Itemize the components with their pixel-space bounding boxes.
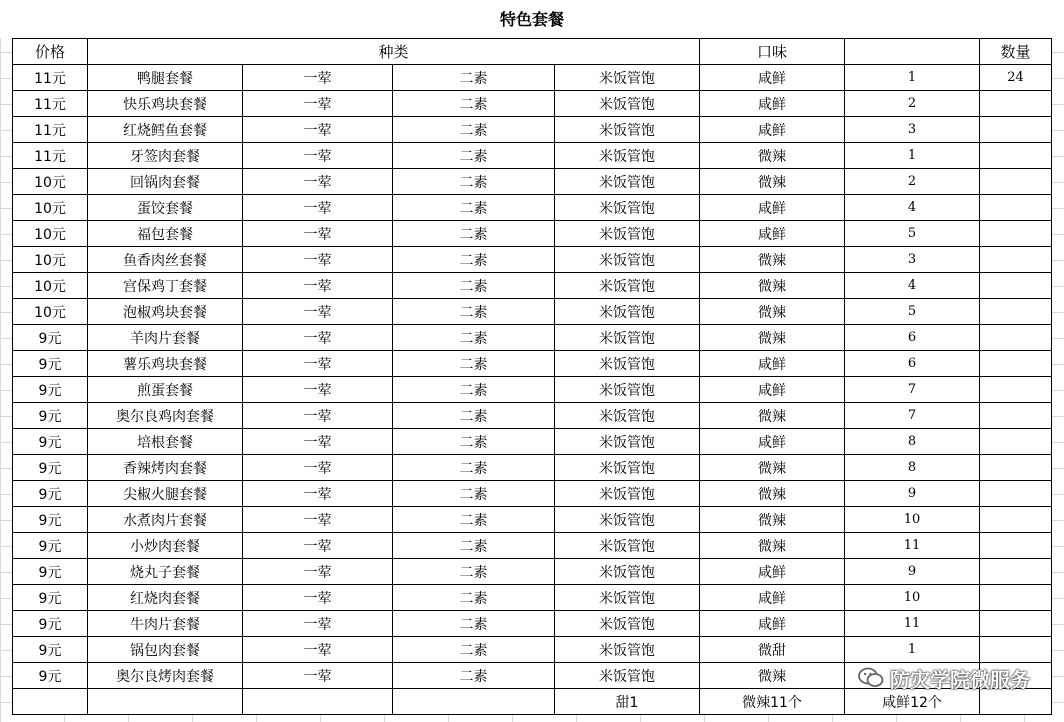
taste-cell[interactable]: 微辣 bbox=[700, 299, 845, 325]
price-cell[interactable]: 9元 bbox=[13, 455, 88, 481]
taste-cell[interactable]: 微辣 bbox=[700, 455, 845, 481]
rice-cell[interactable]: 米饭管饱 bbox=[555, 533, 700, 559]
meat-cell[interactable]: 一荤 bbox=[243, 91, 393, 117]
meat-cell[interactable]: 一荤 bbox=[243, 273, 393, 299]
dish-name-cell[interactable]: 培根套餐 bbox=[88, 429, 243, 455]
price-cell[interactable]: 10元 bbox=[13, 247, 88, 273]
veg-cell[interactable]: 二素 bbox=[393, 65, 555, 91]
dish-name-cell[interactable]: 奥尔良烤肉套餐 bbox=[88, 663, 243, 689]
dish-name-cell[interactable]: 宫保鸡丁套餐 bbox=[88, 273, 243, 299]
index-cell[interactable]: 7 bbox=[845, 403, 980, 429]
index-cell[interactable]: 4 bbox=[845, 273, 980, 299]
dish-name-cell[interactable]: 回锅肉套餐 bbox=[88, 169, 243, 195]
taste-cell[interactable]: 微辣 bbox=[700, 481, 845, 507]
index-cell[interactable]: 4 bbox=[845, 195, 980, 221]
veg-cell[interactable]: 二素 bbox=[393, 637, 555, 663]
meat-cell[interactable]: 一荤 bbox=[243, 247, 393, 273]
dish-name-cell[interactable]: 牛肉片套餐 bbox=[88, 611, 243, 637]
veg-cell[interactable]: 二素 bbox=[393, 325, 555, 351]
summary-spicy-cell[interactable]: 微辣11个 bbox=[700, 689, 845, 715]
count-cell[interactable] bbox=[980, 169, 1052, 195]
table-row bbox=[13, 221, 1052, 247]
index-cell[interactable]: 2 bbox=[845, 91, 980, 117]
price-cell[interactable]: 10元 bbox=[13, 273, 88, 299]
rice-cell[interactable]: 米饭管饱 bbox=[555, 273, 700, 299]
veg-cell[interactable]: 二素 bbox=[393, 351, 555, 377]
count-cell[interactable] bbox=[980, 455, 1052, 481]
count-cell[interactable] bbox=[980, 299, 1052, 325]
veg-cell[interactable]: 二素 bbox=[393, 507, 555, 533]
dish-name-cell[interactable]: 小炒肉套餐 bbox=[88, 533, 243, 559]
meat-cell[interactable]: 一荤 bbox=[243, 403, 393, 429]
price-cell[interactable]: 9元 bbox=[13, 507, 88, 533]
summary-blank-cell[interactable] bbox=[243, 689, 393, 715]
table-row bbox=[13, 377, 1052, 403]
rice-cell[interactable]: 米饭管饱 bbox=[555, 507, 700, 533]
watermark-text: 防灾学院微服务 bbox=[890, 667, 1030, 692]
rice-cell[interactable]: 米饭管饱 bbox=[555, 143, 700, 169]
table-row bbox=[13, 507, 1052, 533]
rice-cell[interactable]: 米饭管饱 bbox=[555, 429, 700, 455]
index-cell[interactable]: 11 bbox=[845, 533, 980, 559]
index-cell[interactable]: 11 bbox=[845, 611, 980, 637]
price-cell[interactable]: 9元 bbox=[13, 403, 88, 429]
rice-cell[interactable]: 米饭管饱 bbox=[555, 377, 700, 403]
rice-cell[interactable]: 米饭管饱 bbox=[555, 611, 700, 637]
wechat-icon bbox=[858, 667, 884, 689]
veg-cell[interactable]: 二素 bbox=[393, 663, 555, 689]
price-cell[interactable]: 9元 bbox=[13, 377, 88, 403]
watermark bbox=[858, 664, 1030, 692]
taste-cell[interactable]: 微辣 bbox=[700, 169, 845, 195]
meat-cell[interactable]: 一荤 bbox=[243, 117, 393, 143]
count-cell[interactable] bbox=[980, 325, 1052, 351]
price-cell[interactable]: 11元 bbox=[13, 117, 88, 143]
count-cell[interactable] bbox=[980, 533, 1052, 559]
rice-cell[interactable]: 米饭管饱 bbox=[555, 325, 700, 351]
meat-cell[interactable]: 一荤 bbox=[243, 585, 393, 611]
price-cell[interactable]: 9元 bbox=[13, 533, 88, 559]
table-row bbox=[13, 117, 1052, 143]
sheet-title: 特色套餐 bbox=[0, 0, 1064, 38]
veg-cell[interactable]: 二素 bbox=[393, 299, 555, 325]
index-cell[interactable]: 10 bbox=[845, 507, 980, 533]
rice-cell[interactable]: 米饭管饱 bbox=[555, 351, 700, 377]
price-cell[interactable]: 11元 bbox=[13, 143, 88, 169]
header-price[interactable]: 价格 bbox=[13, 39, 88, 65]
header-flavor[interactable]: 口味 bbox=[700, 39, 845, 65]
table-row bbox=[13, 637, 1052, 663]
veg-cell[interactable]: 二素 bbox=[393, 481, 555, 507]
summary-blank-cell[interactable] bbox=[393, 689, 555, 715]
veg-cell[interactable]: 二素 bbox=[393, 169, 555, 195]
meat-cell[interactable]: 一荤 bbox=[243, 455, 393, 481]
table-row bbox=[13, 299, 1052, 325]
price-cell[interactable]: 9元 bbox=[13, 559, 88, 585]
veg-cell[interactable]: 二素 bbox=[393, 247, 555, 273]
taste-cell[interactable]: 咸鲜 bbox=[700, 117, 845, 143]
taste-cell[interactable]: 微辣 bbox=[700, 325, 845, 351]
price-cell[interactable]: 9元 bbox=[13, 611, 88, 637]
meat-cell[interactable]: 一荤 bbox=[243, 351, 393, 377]
index-cell[interactable]: 3 bbox=[845, 117, 980, 143]
meat-cell[interactable]: 一荤 bbox=[243, 377, 393, 403]
meat-cell[interactable]: 一荤 bbox=[243, 481, 393, 507]
index-cell[interactable]: 5 bbox=[845, 221, 980, 247]
index-cell[interactable]: 2 bbox=[845, 169, 980, 195]
price-cell[interactable]: 9元 bbox=[13, 637, 88, 663]
index-cell[interactable]: 10 bbox=[845, 585, 980, 611]
header-blank[interactable] bbox=[845, 39, 980, 65]
dish-name-cell[interactable]: 红烧鳕鱼套餐 bbox=[88, 117, 243, 143]
price-cell[interactable]: 10元 bbox=[13, 299, 88, 325]
index-cell[interactable]: 1 bbox=[845, 637, 980, 663]
rice-cell[interactable]: 米饭管饱 bbox=[555, 481, 700, 507]
summary-blank-cell[interactable] bbox=[88, 689, 243, 715]
rice-cell[interactable]: 米饭管饱 bbox=[555, 663, 700, 689]
index-cell[interactable]: 3 bbox=[845, 247, 980, 273]
table-row bbox=[13, 247, 1052, 273]
meat-cell[interactable]: 一荤 bbox=[243, 663, 393, 689]
taste-cell[interactable]: 微辣 bbox=[700, 507, 845, 533]
rice-cell[interactable]: 米饭管饱 bbox=[555, 221, 700, 247]
veg-cell[interactable]: 二素 bbox=[393, 429, 555, 455]
header-count[interactable]: 数量 bbox=[980, 39, 1052, 65]
count-cell[interactable] bbox=[980, 481, 1052, 507]
menu-table bbox=[12, 38, 1052, 715]
meat-cell[interactable]: 一荤 bbox=[243, 221, 393, 247]
count-cell[interactable] bbox=[980, 637, 1052, 663]
table-row bbox=[13, 325, 1052, 351]
dish-name-cell[interactable]: 薯乐鸡块套餐 bbox=[88, 351, 243, 377]
rice-cell[interactable]: 米饭管饱 bbox=[555, 585, 700, 611]
veg-cell[interactable]: 二素 bbox=[393, 455, 555, 481]
dish-name-cell[interactable]: 羊肉片套餐 bbox=[88, 325, 243, 351]
price-cell[interactable]: 9元 bbox=[13, 325, 88, 351]
rice-cell[interactable]: 米饭管饱 bbox=[555, 169, 700, 195]
table-row bbox=[13, 273, 1052, 299]
price-cell[interactable]: 10元 bbox=[13, 221, 88, 247]
rice-cell[interactable]: 米饭管饱 bbox=[555, 91, 700, 117]
meat-cell[interactable]: 一荤 bbox=[243, 299, 393, 325]
price-cell[interactable]: 9元 bbox=[13, 351, 88, 377]
count-cell[interactable]: 24 bbox=[980, 65, 1052, 91]
veg-cell[interactable]: 二素 bbox=[393, 91, 555, 117]
index-cell[interactable]: 6 bbox=[845, 351, 980, 377]
meat-cell[interactable]: 一荤 bbox=[243, 325, 393, 351]
taste-cell[interactable]: 微辣 bbox=[700, 247, 845, 273]
count-cell[interactable] bbox=[980, 559, 1052, 585]
meat-cell[interactable]: 一荤 bbox=[243, 507, 393, 533]
taste-cell[interactable]: 微辣 bbox=[700, 143, 845, 169]
index-cell[interactable]: 1 bbox=[845, 143, 980, 169]
count-cell[interactable] bbox=[980, 273, 1052, 299]
table-row bbox=[13, 611, 1052, 637]
table-row bbox=[13, 481, 1052, 507]
rice-cell[interactable]: 米饭管饱 bbox=[555, 403, 700, 429]
count-cell[interactable] bbox=[980, 429, 1052, 455]
rice-cell[interactable]: 米饭管饱 bbox=[555, 559, 700, 585]
veg-cell[interactable]: 二素 bbox=[393, 585, 555, 611]
meat-cell[interactable]: 一荤 bbox=[243, 611, 393, 637]
table-row bbox=[13, 533, 1052, 559]
table-row bbox=[13, 91, 1052, 117]
dish-name-cell[interactable]: 鱼香肉丝套餐 bbox=[88, 247, 243, 273]
price-cell[interactable]: 10元 bbox=[13, 169, 88, 195]
price-cell[interactable]: 9元 bbox=[13, 663, 88, 689]
taste-cell[interactable]: 咸鲜 bbox=[700, 377, 845, 403]
taste-cell[interactable]: 咸鲜 bbox=[700, 91, 845, 117]
count-cell[interactable] bbox=[980, 611, 1052, 637]
summary-blank-cell[interactable] bbox=[13, 689, 88, 715]
meat-cell[interactable]: 一荤 bbox=[243, 169, 393, 195]
meat-cell[interactable]: 一荤 bbox=[243, 195, 393, 221]
rice-cell[interactable]: 米饭管饱 bbox=[555, 455, 700, 481]
taste-cell[interactable]: 咸鲜 bbox=[700, 195, 845, 221]
count-cell[interactable] bbox=[980, 585, 1052, 611]
taste-cell[interactable]: 微甜 bbox=[700, 637, 845, 663]
price-cell[interactable]: 11元 bbox=[13, 65, 88, 91]
veg-cell[interactable]: 二素 bbox=[393, 533, 555, 559]
taste-cell[interactable]: 咸鲜 bbox=[700, 351, 845, 377]
summary-sweet-cell[interactable]: 甜1 bbox=[555, 689, 700, 715]
dish-name-cell[interactable]: 蛋饺套餐 bbox=[88, 195, 243, 221]
taste-cell[interactable]: 微辣 bbox=[700, 273, 845, 299]
veg-cell[interactable]: 二素 bbox=[393, 273, 555, 299]
count-cell[interactable] bbox=[980, 221, 1052, 247]
count-cell[interactable] bbox=[980, 247, 1052, 273]
index-cell[interactable]: 8 bbox=[845, 429, 980, 455]
rice-cell[interactable]: 米饭管饱 bbox=[555, 637, 700, 663]
meat-cell[interactable]: 一荤 bbox=[243, 65, 393, 91]
index-cell[interactable]: 9 bbox=[845, 559, 980, 585]
veg-cell[interactable]: 二素 bbox=[393, 221, 555, 247]
table-row bbox=[13, 169, 1052, 195]
count-cell[interactable] bbox=[980, 403, 1052, 429]
header-row bbox=[13, 39, 1052, 65]
meat-cell[interactable]: 一荤 bbox=[243, 143, 393, 169]
taste-cell[interactable]: 咸鲜 bbox=[700, 611, 845, 637]
veg-cell[interactable]: 二素 bbox=[393, 559, 555, 585]
veg-cell[interactable]: 二素 bbox=[393, 377, 555, 403]
index-cell[interactable]: 6 bbox=[845, 325, 980, 351]
dish-name-cell[interactable]: 烧丸子套餐 bbox=[88, 559, 243, 585]
veg-cell[interactable]: 二素 bbox=[393, 117, 555, 143]
header-category[interactable]: 种类 bbox=[88, 39, 700, 65]
dish-name-cell[interactable]: 香辣烤肉套餐 bbox=[88, 455, 243, 481]
taste-cell[interactable]: 微辣 bbox=[700, 403, 845, 429]
rice-cell[interactable]: 米饭管饱 bbox=[555, 299, 700, 325]
rice-cell[interactable]: 米饭管饱 bbox=[555, 117, 700, 143]
meat-cell[interactable]: 一荤 bbox=[243, 429, 393, 455]
index-cell[interactable]: 5 bbox=[845, 299, 980, 325]
table-row bbox=[13, 195, 1052, 221]
dish-name-cell[interactable]: 牙签肉套餐 bbox=[88, 143, 243, 169]
count-cell[interactable] bbox=[980, 195, 1052, 221]
count-cell[interactable] bbox=[980, 351, 1052, 377]
taste-cell[interactable]: 咸鲜 bbox=[700, 221, 845, 247]
veg-cell[interactable]: 二素 bbox=[393, 611, 555, 637]
table-row bbox=[13, 455, 1052, 481]
taste-cell[interactable]: 微辣 bbox=[700, 533, 845, 559]
table-row bbox=[13, 403, 1052, 429]
meat-cell[interactable]: 一荤 bbox=[243, 559, 393, 585]
price-cell[interactable]: 9元 bbox=[13, 429, 88, 455]
dish-name-cell[interactable]: 福包套餐 bbox=[88, 221, 243, 247]
summary-salty-cell[interactable]: 咸鲜12个 bbox=[845, 689, 980, 715]
rice-cell[interactable]: 米饭管饱 bbox=[555, 247, 700, 273]
index-cell[interactable]: 8 bbox=[845, 455, 980, 481]
meat-cell[interactable]: 一荤 bbox=[243, 637, 393, 663]
price-cell[interactable]: 9元 bbox=[13, 481, 88, 507]
count-cell[interactable] bbox=[980, 117, 1052, 143]
dish-name-cell[interactable]: 奥尔良鸡肉套餐 bbox=[88, 403, 243, 429]
rice-cell[interactable]: 米饭管饱 bbox=[555, 195, 700, 221]
price-cell[interactable]: 10元 bbox=[13, 195, 88, 221]
dish-name-cell[interactable]: 鸭腿套餐 bbox=[88, 65, 243, 91]
table-row bbox=[13, 585, 1052, 611]
index-cell[interactable]: 9 bbox=[845, 481, 980, 507]
price-cell[interactable]: 9元 bbox=[13, 585, 88, 611]
index-cell[interactable]: 1 bbox=[845, 65, 980, 91]
table-row bbox=[13, 559, 1052, 585]
taste-cell[interactable]: 咸鲜 bbox=[700, 559, 845, 585]
count-cell[interactable] bbox=[980, 91, 1052, 117]
table-row bbox=[13, 65, 1052, 91]
price-cell[interactable]: 11元 bbox=[13, 91, 88, 117]
table-row bbox=[13, 351, 1052, 377]
rice-cell[interactable]: 米饭管饱 bbox=[555, 65, 700, 91]
dish-name-cell[interactable]: 红烧肉套餐 bbox=[88, 585, 243, 611]
taste-cell[interactable]: 咸鲜 bbox=[700, 65, 845, 91]
veg-cell[interactable]: 二素 bbox=[393, 143, 555, 169]
dish-name-cell[interactable]: 煎蛋套餐 bbox=[88, 377, 243, 403]
taste-cell[interactable]: 微辣 bbox=[700, 663, 845, 689]
count-cell[interactable] bbox=[980, 507, 1052, 533]
meat-cell[interactable]: 一荤 bbox=[243, 533, 393, 559]
dish-name-cell[interactable]: 尖椒火腿套餐 bbox=[88, 481, 243, 507]
veg-cell[interactable]: 二素 bbox=[393, 403, 555, 429]
dish-name-cell[interactable]: 快乐鸡块套餐 bbox=[88, 91, 243, 117]
index-cell[interactable]: 7 bbox=[845, 377, 980, 403]
count-cell[interactable] bbox=[980, 143, 1052, 169]
taste-cell[interactable]: 咸鲜 bbox=[700, 429, 845, 455]
veg-cell[interactable]: 二素 bbox=[393, 195, 555, 221]
table-row bbox=[13, 143, 1052, 169]
dish-name-cell[interactable]: 水煮肉片套餐 bbox=[88, 507, 243, 533]
dish-name-cell[interactable]: 锅包肉套餐 bbox=[88, 637, 243, 663]
taste-cell[interactable]: 咸鲜 bbox=[700, 585, 845, 611]
table-row bbox=[13, 429, 1052, 455]
count-cell[interactable] bbox=[980, 377, 1052, 403]
dish-name-cell[interactable]: 泡椒鸡块套餐 bbox=[88, 299, 243, 325]
